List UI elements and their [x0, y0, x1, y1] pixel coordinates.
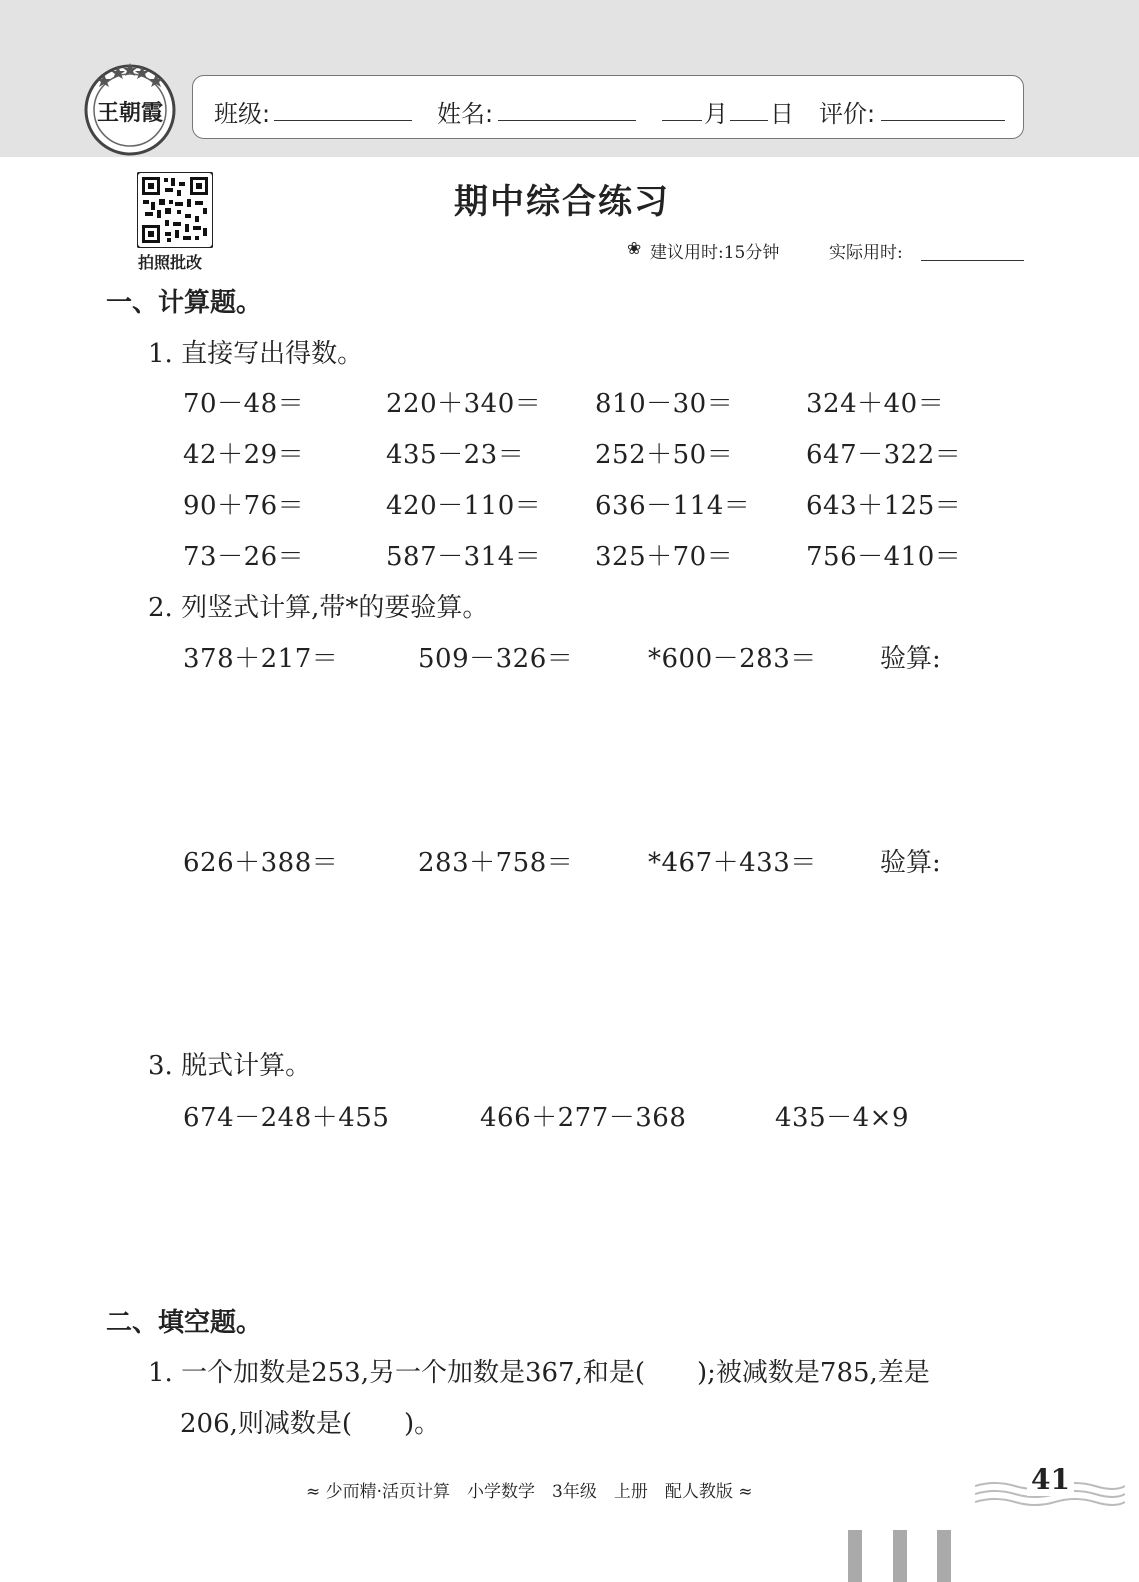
vertical-calc-item: *467＋433＝	[648, 848, 817, 878]
mental-math-item: 587－314＝	[386, 542, 542, 572]
student-info-box	[192, 75, 1024, 139]
vertical-calc-item: 626＋388＝	[183, 848, 339, 878]
step-calc-item: 466＋277－368	[480, 1103, 687, 1133]
step-calc-item: 435－4×9	[775, 1103, 909, 1133]
svg-text:王朝霞: 王朝霞	[96, 100, 164, 126]
mental-math-item: 643＋125＝	[806, 491, 962, 521]
q3-label: 3. 脱式计算。	[148, 1051, 312, 1081]
fill-blank-q1-line2: 206,则减数是( )。	[180, 1409, 441, 1439]
page-title: 期中综合练习	[454, 182, 670, 222]
name-label: 姓名:	[437, 100, 494, 128]
mental-math-item: 435－23＝	[386, 440, 525, 470]
rating-label: 评价:	[819, 100, 876, 128]
mental-math-item: 636－114＝	[595, 491, 751, 521]
suggested-time: 建议用时:15分钟	[650, 243, 780, 263]
page-number: 41	[1027, 1463, 1074, 1496]
vertical-calc-item: 509－326＝	[418, 644, 574, 674]
name-field[interactable]	[498, 120, 636, 121]
qr-caption: 拍照批改	[138, 253, 203, 272]
mental-math-item: 90＋76＝	[183, 491, 305, 521]
publisher-logo	[82, 60, 178, 156]
check-label: 验算:	[880, 644, 941, 674]
section-2-heading: 二、填空题。	[106, 1308, 263, 1338]
vertical-calc-item: 283＋758＝	[418, 848, 574, 878]
q2-label: 2. 列竖式计算,带*的要验算。	[148, 593, 489, 623]
vertical-calc-item: 378＋217＝	[183, 644, 339, 674]
mental-math-item: 647－322＝	[806, 440, 962, 470]
check-label: 验算:	[880, 848, 941, 878]
vertical-calc-item: *600－283＝	[648, 644, 817, 674]
flower-icon: ❀	[627, 239, 642, 259]
mental-math-item: 324＋40＝	[806, 389, 945, 419]
mental-math-item: 70－48＝	[183, 389, 305, 419]
footer-text: ≈ 少而精·活页计算 小学数学 3年级 上册 配人教版 ≈	[306, 1482, 753, 1502]
month-field[interactable]	[662, 120, 702, 121]
q1-label: 1. 直接写出得数。	[148, 339, 364, 369]
mental-math-item: 810－30＝	[595, 389, 734, 419]
qr-code[interactable]	[137, 172, 213, 248]
mental-math-item: 325＋70＝	[595, 542, 734, 572]
actual-time-field[interactable]	[921, 260, 1024, 261]
mental-math-item: 73－26＝	[183, 542, 305, 572]
day-label: 日	[770, 100, 794, 128]
section-1-heading: 一、计算题。	[106, 288, 263, 318]
mental-math-item: 220＋340＝	[386, 389, 542, 419]
actual-time-label: 实际用时:	[829, 243, 903, 263]
step-calc-item: 674－248＋455	[183, 1103, 390, 1133]
class-field[interactable]	[274, 120, 412, 121]
day-field[interactable]	[730, 120, 768, 121]
month-label: 月	[704, 100, 728, 128]
mental-math-item: 756－410＝	[806, 542, 962, 572]
class-label: 班级:	[214, 100, 271, 128]
rating-field[interactable]	[881, 120, 1005, 121]
mental-math-item: 420－110＝	[386, 491, 542, 521]
mental-math-item: 252＋50＝	[595, 440, 734, 470]
mental-math-item: 42＋29＝	[183, 440, 305, 470]
fill-blank-q1-line1: 1. 一个加数是253,另一个加数是367,和是( );被减数是785,差是	[148, 1358, 930, 1388]
